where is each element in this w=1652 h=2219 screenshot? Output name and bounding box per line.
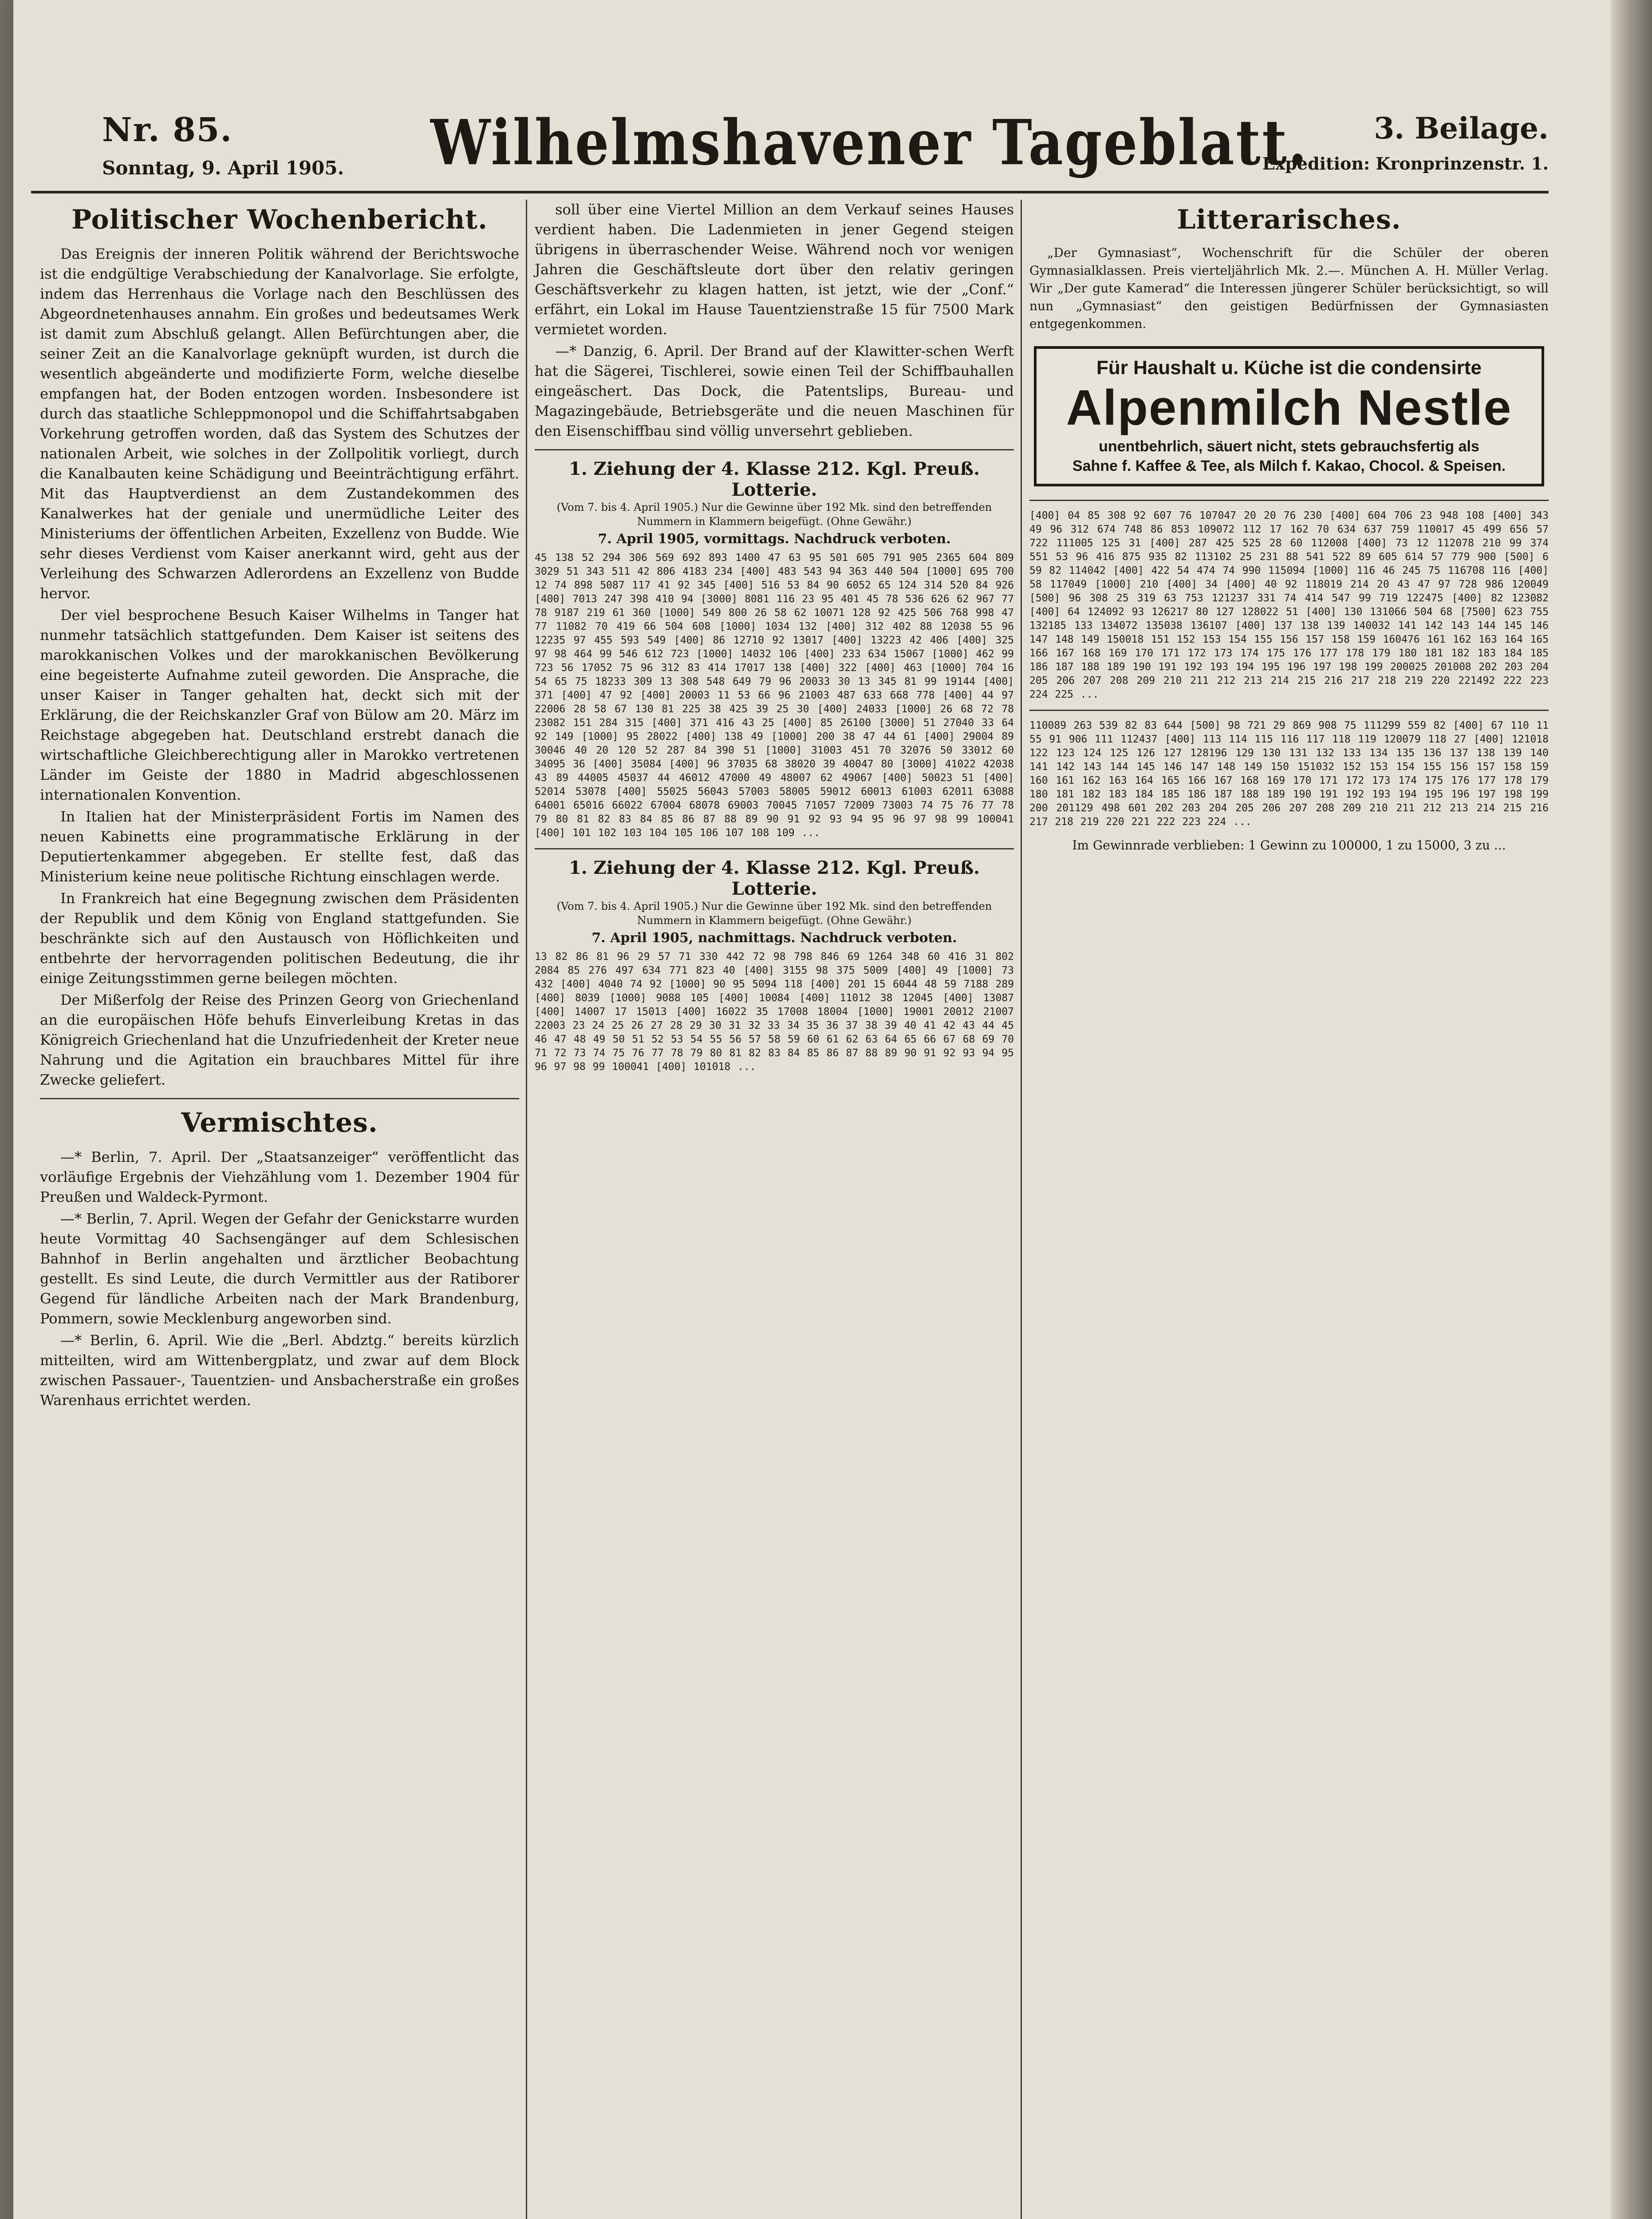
lottery-date: 7. April 1905, nachmittags. Nachdruck verboten. [591, 930, 957, 946]
ad-line: Sahne f. Kaffee & Tee, als Milch f. Kakao, Chocol. & Speisen. [1072, 458, 1506, 474]
newspaper-title: Wilhelmshavener Tageblatt. [430, 107, 1309, 179]
header-rule [31, 191, 1549, 193]
binding-edge [1611, 0, 1652, 2219]
supplement-label: 3. Beilage. [1374, 111, 1549, 146]
article-paragraph: —* Berlin, 6. April. Wie die „Berl. Abdztg.“ bereits kürzlich mitteilten, wird am Wittenbergplatz, und zwar auf dem Block zwischen Passauer-, Tauentzien- und Ansbacherstraße ein großes Warenhaus errichtet werden. [40, 1332, 519, 1409]
column-politics [40, 200, 519, 1412]
section-title-politics: Politischer Wochenbericht. [71, 204, 488, 235]
newspaper-page [13, 0, 1611, 2219]
ad-brand: Alpenmilch Nestle [1066, 380, 1512, 435]
lottery-numbers: [400] 04 85 308 92 607 76 107047 20 20 76 230 [400] 604 706 23 948 108 [400] 343 49 96 312 674 748 86 853 109072 112 17 162 70 634 637 759 110017 45 499 656 57 722 111005 125 31 [400] 287 425 525 28 60 112008 [400] 73 12 112078 210 99 374 551 53 96 416 875 935 82 113102 25 231 88 541 522 89 605 614 57 779 900 [500] 6 59 82 114042 [400] 422 54 474 74 990 115094 [1000] 116 46 245 75 116708 116 [400] 58 117049 [1000] 210 [400] 34 [400] 40 92 118019 214 20 43 47 97 728 986 120049 [500] 96 308 25 319 63 753 121237 331 74 414 547 99 719 122475 [400] 82 123082 [400] 64 124092 93 126217 80 127 128022 51 [400] 130 131066 504 68 [7500] 623 755 132185 133 134072 135038 136107 [400] 137 138 139 140032 141 142 143 144 145 146 147 148 149 150018 151 152 153 154 155 156 157 158 159 160476 161 162 163 164 165 166 167 168 169 170 171 172 173 174 175 176 177 178 179 180 181 182 183 184 185 186 187 188 189 190 191 192 193 194 195 196 197 198 199 200025 201008 202 203 204 205 206 207 208 209 210 211 212 213 214 215 216 217 218 219 220 221492 222 223 224 225 ... [1029, 510, 1549, 700]
article-paragraph: —* Danzig, 6. April. Der Brand auf der Klawitter-schen Werft hat die Sägerei, Tischlerei, sowie einen Teil der Schiffbauhallen eingeäschert. Das Dock, die Patentslips, Bureau- und Magazingebäude, Betriebsgeräte und die neuen Maschinen für den Eisenschiffbau sind völlig unversehrt geblieben. [535, 343, 1014, 439]
section-divider [535, 848, 1014, 849]
section-divider [1029, 500, 1549, 501]
article-paragraph: Der Mißerfolg der Reise des Prinzen Georg von Griechenland an die europäischen Höfe behufs Einverleibung Kretas in das Königreich Griechenland hat die Unzufriedenheit der Kreter neue Nahrung und die Agitation ein brauchbares Mittel für ihre Zwecke geliefert. [40, 991, 519, 1088]
section-divider [535, 449, 1014, 450]
section-divider [1029, 710, 1549, 711]
lottery-date: 7. April 1905, vormittags. Nachdruck verboten. [598, 531, 951, 547]
column-rule [526, 200, 527, 2219]
section-title-misc: Vermischtes. [181, 1107, 378, 1138]
article-paragraph: Das Ereignis der inneren Politik während der Berichtswoche ist die endgültige Verabschiedung der Kanalvorlage. Sie erfolgte, indem das Herrenhaus die Vorlage nach den Beschlüssen des Abgeordnetenhauses annahm. Ein großes und bedeutsames Werk ist damit zum Abschluß gelangt. Allen Befürchtungen aber, die seiner Zeit an die Kanalvorlage geknüpft wurden, ist durch die wesentlich abgeänderte und modifizierte Form, welche dieselbe empfangen hat, der Boden entzogen worden. Insbesondere ist durch das staatliche Schleppmonopol und die Schiffahrtsabgaben Vorkehrung getroffen worden, daß das System des Schutzes der nationalen Arbeit, wie solches in der Zollpolitik vorliegt, durch die Kanalbauten keine Schädigung und Beeinträchtigung erfährt. Mit das Hauptverdienst an dem Zustandekommen des Kanalwerkes hat der geniale und unermüdliche Leiter des Ministeriums der öffentlichen Arbeiten, Exzellenz von Budde. Wie sehr dieses Verdienst vom Kaiser anerkannt wird, geht aus der Verleihung des Schwarzen Adlerordens an Exzellenz von Budde hervor. [40, 245, 519, 602]
masthead [31, 102, 1549, 186]
lottery-heading: 1. Ziehung der 4. Klasse 212. Kgl. Preuß. Lotterie. [568, 458, 980, 500]
lottery-heading: 1. Ziehung der 4. Klasse 212. Kgl. Preuß. Lotterie. [568, 857, 980, 899]
section-divider [40, 1098, 519, 1099]
section-title-literature: Litterarisches. [1177, 204, 1401, 235]
article-paragraph: Der viel besprochene Besuch Kaiser Wilhelms in Tanger hat nunmehr tatsächlich stattgefunden. Dem Kaiser ist seitens des marokkanischen Volkes und der marokkanischen Bevölkerung eine begeisterte Aufnahme zuteil geworden. Die Ansprache, die unser Kaiser in Tanger gehalten hat, deckt sich mit der Erklärung, die der Reichskanzler Graf von Bülow am 20. März im Reichstage abgegeben hat. Deutschland erstrebt danach die wirtschaftliche Gleichberechtigung aller in Marokko vertretenen Länder im Geiste der 1880 in Madrid abgeschlossenen internationalen Konvention. [40, 607, 519, 803]
lottery-subheading: (Vom 7. bis 4. April 1905.) Nur die Gewinne über 192 Mk. sind den betreffenden Nummern in Klammern beigefügt. (Ohne Gewähr.) [556, 501, 992, 528]
article-paragraph: In Italien hat der Ministerpräsident Fortis im Namen des neuen Kabinetts eine programmatische Erklärung in der Deputiertenkammer abgegeben. Er stellte fest, daß das Ministerium keine neue politische Richtung einschlagen werde. [40, 808, 519, 885]
article-paragraph: soll über eine Viertel Million an dem Verkauf seines Hauses verdient haben. Die Ladenmieten in jener Gegend steigen übrigens in überraschender Weise. Während noch vor wenigen Jahren die Geschäftsleute dort über den relativ geringen Geschäftsverkehr zu klagen hatten, ist jetzt, wie der „Conf.“ erfährt, ein Lokal im Hause Tauentzienstraße 15 für 7500 Mark vermietet worden. [535, 201, 1014, 338]
expedition-address: Expedition: Kronprinzenstr. 1. [1262, 154, 1549, 174]
masthead-right [1262, 111, 1549, 174]
column-rule [1021, 200, 1022, 2219]
issue-date: Sonntag, 9. April 1905. [102, 157, 344, 179]
column-news-lottery [535, 200, 1014, 1074]
advertisement-nestle [1034, 346, 1544, 486]
lottery-numbers: 13 82 86 81 96 29 57 71 330 442 72 98 798 846 69 1264 348 60 416 31 802 2084 85 276 497 634 771 823 40 [400] 3155 98 375 5009 [400] 49 [1000] 73 432 [400] 4040 74 92 [1000] 90 95 5094 118 [400] 201 15 6044 48 59 7188 289 [400] 8039 [1000] 9088 105 [400] 10084 [400] 11012 38 12045 [400] 13087 [400] 14007 17 15013 [400] 16022 35 17008 18004 [1000] 19001 20012 21007 22003 23 24 25 26 27 28 29 30 31 32 33 34 35 36 37 38 39 40 41 42 43 44 45 46 47 48 49 50 51 52 53 54 55 56 57 58 59 60 61 62 63 64 65 66 67 68 69 70 71 72 73 74 75 76 77 78 79 80 81 82 83 84 85 86 87 88 89 90 91 92 93 94 95 96 97 98 99 100041 [400] 101018 ... [535, 951, 1014, 1073]
ad-headline: Für Haushalt u. Küche ist die condensirte [1096, 357, 1482, 379]
ad-line: unentbehrlich, säuert nicht, stets gebrauchsfertig als [1099, 438, 1479, 455]
article-paragraph: —* Berlin, 7. April. Der „Staatsanzeiger“ veröffentlicht das vorläufige Ergebnis der Viehzählung vom 1. Dezember 1904 für Preußen und Waldeck-Pyrmont. [40, 1149, 519, 1205]
literature-text: „Der Gymnasiast“, Wochenschrift für die Schüler der oberen Gymnasialklassen. Preis vierteljährlich Mk. 2.—. München A. H. Müller Verlag. Wir „Der gute Kamerad“ die Interessen jüngerer Schüler berücksichtigt, so will nun „Gymnasiast“ den geistigen Bedürfnissen der Gymnasiasten entgegenkommen. [1029, 245, 1549, 331]
lottery-numbers: 45 138 52 294 306 569 692 893 1400 47 63 95 501 605 791 905 2365 604 809 3029 51 343 511 42 806 4183 234 [400] 483 543 94 363 440 504 [1000] 695 700 12 74 898 5087 117 41 92 345 [400] 516 53 84 90 6052 65 124 314 520 84 926 [400] 7013 247 398 410 94 [3000] 8081 116 23 95 401 45 78 536 626 62 967 77 78 9187 219 61 360 [1000] 549 800 26 58 62 10071 128 92 425 506 768 998 47 77 11082 70 419 66 504 608 [1000] 1034 132 [400] 312 402 88 12038 55 96 12235 97 455 593 549 [400] 86 12710 92 13017 [400] 13223 42 406 [400] 325 97 98 464 99 546 612 723 [1000] 14032 106 [400] 233 634 15067 [1000] 462 99 723 56 17052 75 96 312 83 414 17017 138 [400] 322 [400] 463 [1000] 704 16 54 65 75 18233 309 13 308 548 649 79 96 20033 30 13 345 81 99 19144 [400] 371 [400] 47 92 [400] 20003 11 53 66 96 21003 487 633 668 778 [400] 44 97 22006 28 58 67 130 81 225 38 425 39 25 30 [400] 24033 [1000] 26 68 72 78 23082 151 284 315 [400] 371 416 43 25 [400] 85 26100 [3000] 51 27040 33 64 92 149 [1000] 95 28022 [400] 138 49 [1000] 200 38 47 44 61 [400] 29004 89 30046 40 20 120 52 287 84 390 51 [1000] 31003 451 70 32076 50 33012 60 34095 36 [400] 35084 [400] 96 37035 68 38020 39 40047 80 [3000] 41022 42038 43 89 44005 45037 44 46012 47000 49 48007 62 49067 [400] 50023 51 [400] 52014 53078 [400] 55025 56043 57003 58005 59012 60013 61003 62011 63088 64001 65016 66022 67004 68078 69003 70045 71057 72009 73003 74 75 76 77 78 79 80 81 82 83 84 85 86 87 88 89 90 91 92 93 94 95 96 97 98 99 100041 [400] 101 102 103 104 105 106 107 108 109 ... [535, 552, 1014, 839]
masthead-left [102, 111, 344, 179]
lottery-numbers: 110089 263 539 82 83 644 [500] 98 721 29 869 908 75 111299 559 82 [400] 67 110 11 55 91 906 111 112437 [400] 113 114 115 116 117 118 119 120079 118 27 [400] 121018 122 123 124 125 126 127 128196 129 130 131 132 133 134 135 136 137 138 139 140 141 142 143 144 145 146 147 148 149 150 151032 152 153 154 155 156 157 158 159 160 161 162 163 164 165 166 167 168 169 170 171 172 173 174 175 176 177 178 179 180 181 182 183 184 185 186 187 188 189 190 191 192 193 194 195 196 197 198 199 200 201129 498 601 202 203 204 205 206 207 208 209 210 211 212 213 214 215 216 217 218 219 220 221 222 223 224 ... [1029, 720, 1549, 828]
article-paragraph: —* Berlin, 7. April. Wegen der Gefahr der Genickstarre wurden heute Vormittag 40 Sachsengänger auf dem Schlesischen Bahnhof in Berlin angehalten und ärztlicher Beobachtung gestellt. Es sind Leute, die durch Vermittler aus der Ratiborer Gegend für ländliche Arbeiten nach der Mark Brandenburg, Pommern, sowie Mecklenburg angeworben sind. [40, 1210, 519, 1327]
article-paragraph: In Frankreich hat eine Begegnung zwischen dem Präsidenten der Republik und dem König von England stattgefunden. Sie beschränkte sich auf den Austausch von Höflichkeiten und entbehrte der hervorragenden politischen Bedeutung, die ihr einige Zeitungsstimmen gerne beilegen möchten. [40, 890, 519, 987]
issue-number: Nr. 85. [102, 111, 233, 149]
lottery-footer: Im Gewinnrade verblieben: 1 Gewinn zu 100000, 1 zu 15000, 3 zu ... [1072, 838, 1506, 853]
lottery-subheading: (Vom 7. bis 4. April 1905.) Nur die Gewinne über 192 Mk. sind den betreffenden Nummern in Klammern beigefügt. (Ohne Gewähr.) [556, 900, 992, 927]
column-literature-lottery [1029, 200, 1549, 853]
